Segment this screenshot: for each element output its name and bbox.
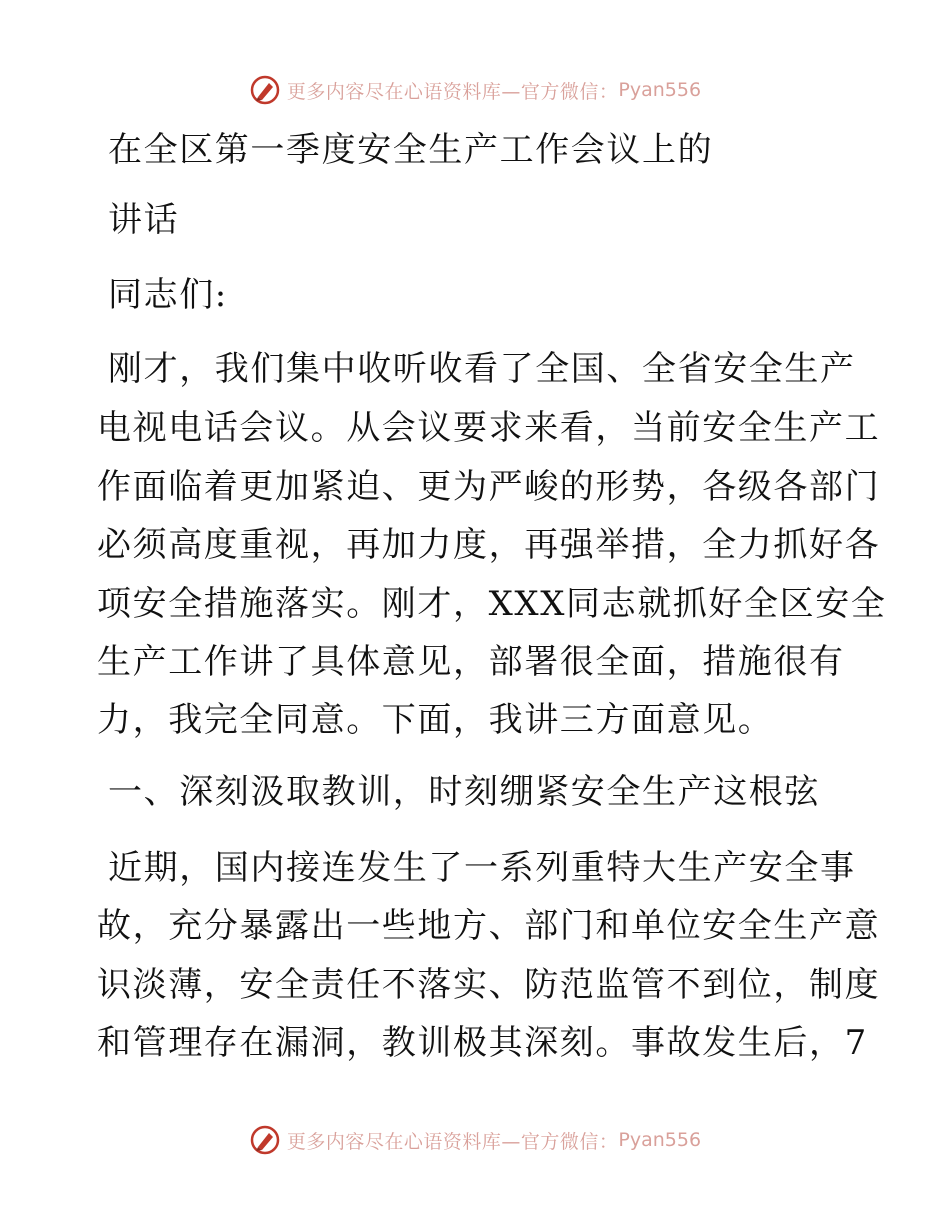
paragraph-1-line: 作面临着更加紧迫、更为严峻的形势，各级各部门 — [97, 467, 881, 507]
paragraph-1-line: 项安全措施落实。刚才，XXX同志就抓好全区安全 — [97, 584, 887, 624]
paragraph-1-line: 必须高度重视，再加力度，再强举措，全力抓好各 — [97, 525, 881, 565]
watermark-wechat-id: Pyan556 — [618, 1129, 702, 1151]
paragraph-1-line: 力，我完全同意。下面，我讲三方面意见。 — [97, 700, 774, 740]
document-title-line-1: 在全区第一季度安全生产工作会议上的 — [108, 130, 714, 170]
document-title-line-2: 讲话 — [108, 200, 180, 240]
section-1-heading: 一、深刻汲取教训，时刻绷紧安全生产这根弦 — [108, 772, 820, 812]
footer-watermark — [0, 1120, 950, 1160]
paragraph-1-line: 电视电话会议。从会议要求来看，当前安全生产工 — [97, 408, 881, 448]
header-watermark — [0, 70, 950, 110]
watermark-wechat-id: Pyan556 — [618, 79, 702, 101]
paragraph-2-line: 故，充分暴露出一些地方、部门和单位安全生产意 — [97, 906, 881, 946]
paragraph-2-line: 和管理存在漏洞，教训极其深刻。事故发生后，7 — [97, 1023, 868, 1063]
pen-logo-icon — [249, 1124, 281, 1156]
watermark-text: 更多内容尽在心语资料库—官方微信： — [286, 1130, 619, 1153]
paragraph-1-line: 刚才，我们集中收听收看了全国、全省安全生产 — [108, 349, 856, 389]
pen-logo-icon — [249, 74, 281, 106]
watermark-text: 更多内容尽在心语资料库—官方微信： — [286, 80, 619, 103]
salutation: 同志们: — [108, 275, 228, 315]
paragraph-2-line: 识淡薄，安全责任不落实、防范监管不到位，制度 — [97, 965, 881, 1005]
paragraph-1-line: 生产工作讲了具体意见，部署很全面，措施很有 — [97, 642, 845, 682]
paragraph-2-line: 近期，国内接连发生了一系列重特大生产安全事 — [108, 848, 856, 888]
